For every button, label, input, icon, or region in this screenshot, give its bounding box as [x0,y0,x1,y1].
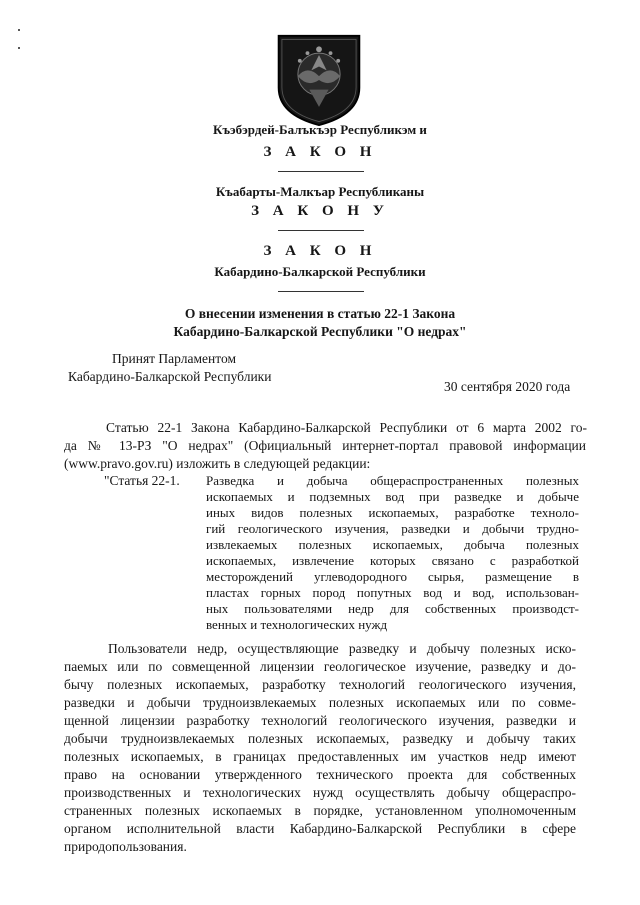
intro-line: да № 13-РЗ "О недрах" (Официальный интернет-портал правовой информации [64,438,586,453]
adoption-date: 30 сентября 2020 года [444,379,571,394]
article-line: ных пользователями недр для собственных производст- [206,601,579,616]
article-line: венных и технологических нужд [206,617,388,632]
paragraph-line: право на основании утвержденного технического проекта для собственных [64,767,576,782]
article-label: "Статья 22-1. [104,473,180,488]
paragraph-line: разведки и добычи трудноизвлекаемых полезных ископаемых или по совме- [64,695,576,710]
header-russian-line: Кабардино-Балкарской Республики [214,264,426,279]
article-line: пластах горных пород попутных вод и вод, использован- [206,585,579,600]
paragraph-line: производственных и технологических нужд осуществлять добычу общераспро- [64,785,576,800]
coat-of-arms-emblem [270,32,368,128]
law-title-line-1: О внесении изменения в статью 22-1 Закона [184,306,456,321]
header-russian-word: З А К О Н [263,243,377,259]
adopted-by-line-1: Принят Парламентом [112,351,236,366]
intro-line: (www.pravo.gov.ru) изложить в следующей редакции: [64,456,371,471]
divider [278,230,364,231]
article-line: гий геологического изучения, разведки и добычи трудно- [206,521,579,536]
paragraph-line: страненных полезных ископаемых в порядке, установленном уполномоченным [64,803,576,818]
paragraph-line: бычу полезных ископаемых, разработку технологий геологического изучения, [64,677,576,692]
article-line: извлекаемых полезных ископаемых, добыча полезных [206,537,579,552]
divider [278,291,364,292]
adopted-by-line-2: Кабардино-Балкарской Республики [68,369,272,384]
paragraph-line: органом исполнительной власти Кабардино-Балкарской Республики в сфере [64,821,576,836]
intro-line: Статью 22-1 Закона Кабардино-Балкарской Республики от 6 марта 2002 го- [106,420,587,435]
paragraph-line: Пользователи недр, осуществляющие разведку и добычу полезных иско- [108,641,576,656]
header-kabardian-word: З А К О Н [263,144,377,160]
article-line: месторождений углеводородного сырья, размещение в [206,569,579,584]
divider [278,171,364,172]
article-line: иных видов полезных ископаемых, разработке техноло- [206,505,579,520]
paragraph-line: добычи трудноизвлекаемых полезных ископаемых, разведку и добычу таких [64,731,576,746]
paragraph-line: паемых или по совмещенной лицензии геологическое изучение, разведку и до- [64,659,576,674]
article-line: ископаемых и подземных вод при разведке и добыче [206,489,579,504]
header-kabardian-line: Къэбэрдей-Балъкъэр Республикэм и [213,122,427,137]
paragraph-line: щенной лицензии разработку технологий геологического изучения, разведки и [64,713,576,728]
article-line: ископаемых, извлечение которых связано с разработкой [206,553,579,568]
law-title-line-2: Кабардино-Балкарской Республики "О недрах" [173,324,467,339]
header-balkar-word: З А К О Н У [251,203,389,219]
paragraph-line: полезных ископаемых, в границах предоставленных им участков недр имеют [64,749,576,764]
paragraph-line: природопользования. [64,839,187,854]
header-balkar-line: Къабарты-Малкъар Республиканы [215,184,425,199]
article-line: Разведка и добыча общераспространенных полезных [206,473,579,488]
